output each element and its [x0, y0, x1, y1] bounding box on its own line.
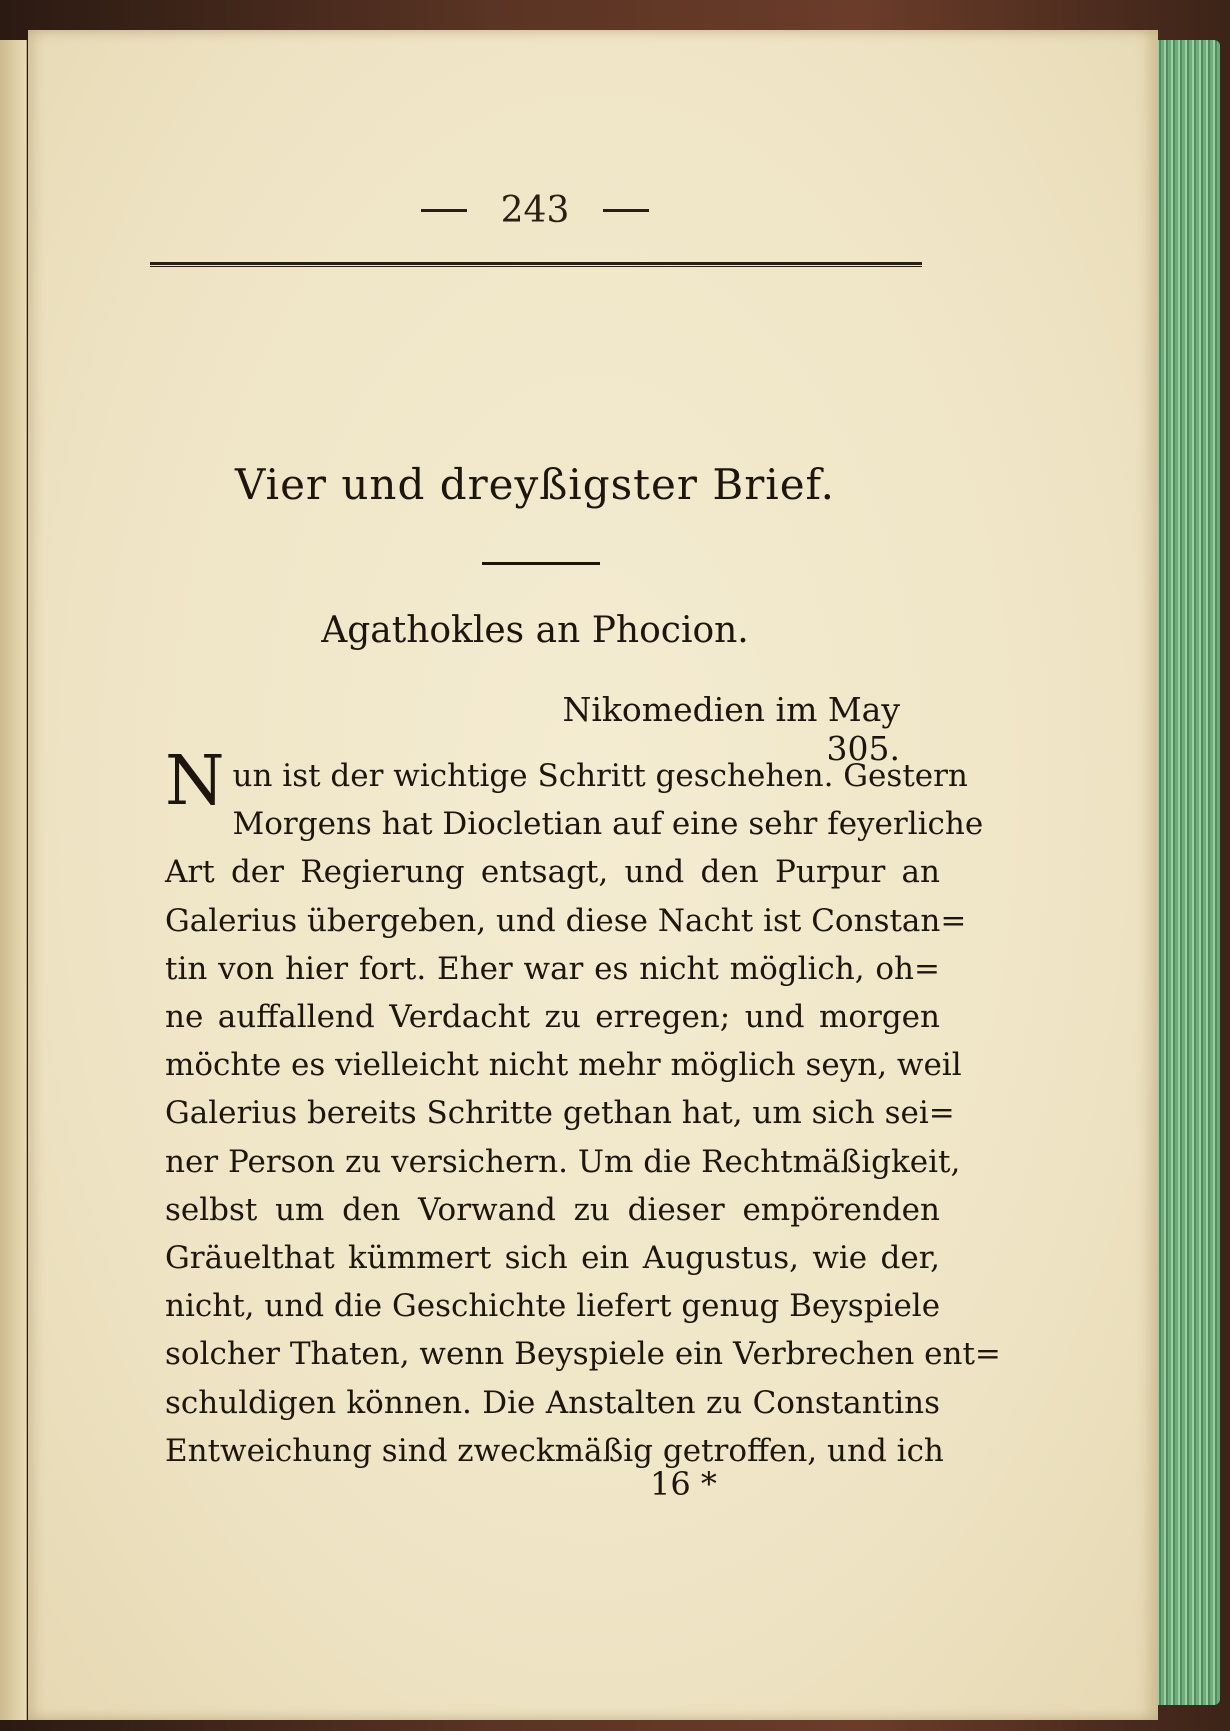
body-line: nicht, und die Geschichte liefert genug Beyspiele: [165, 1288, 941, 1325]
body-line: Galerius bereits Schritte gethan hat, um sich sei=: [165, 1095, 955, 1132]
header-right-dash: [603, 209, 649, 212]
body-line: tin von hier fort. Eher war es nicht möglich, oh=: [165, 950, 940, 987]
left-page-edge: [0, 40, 27, 1720]
letter-salutation: Agathokles an Phocion.: [321, 610, 749, 651]
letter-body: [165, 742, 1001, 1475]
body-line: ne auffallend Verdacht zu erregen; und morgen: [165, 999, 940, 1036]
chapter-title: Vier und dreyßigster Brief.: [235, 460, 835, 509]
body-line: Entweichung sind zweckmäßig getroffen, und ich: [165, 1432, 944, 1469]
page-number: 243: [500, 189, 570, 231]
drop-cap: N: [165, 742, 225, 821]
body-line: selbst um den Vorwand zu dieser empörenden: [165, 1191, 940, 1228]
body-line: Gräuelthat kümmert sich ein Augustus, wie der,: [165, 1240, 940, 1277]
title-divider: [482, 562, 600, 565]
header-rule: [150, 262, 922, 267]
signature-mark: 16 *: [650, 1465, 717, 1503]
body-line: möchte es vielleicht nicht mehr möglich seyn, weil: [165, 1047, 962, 1084]
body-line: schuldigen können. Die Anstalten zu Constantins: [165, 1384, 940, 1421]
body-line: Morgens hat Diocletian auf eine sehr feyerliche: [232, 806, 984, 843]
body-line: Galerius übergeben, und diese Nacht ist Constan=: [165, 902, 967, 939]
body-line: solcher Thaten, wenn Beyspiele ein Verbrechen ent=: [165, 1336, 1001, 1373]
page-header: [150, 185, 920, 235]
header-left-dash: [421, 209, 467, 212]
body-line: Art der Regierung entsagt, und den Purpur an: [165, 854, 940, 891]
body-line: ner Person zu versichern. Um die Rechtmäßigkeit,: [165, 1143, 961, 1180]
body-line: un ist der wichtige Schritt geschehen. Gestern: [232, 758, 968, 794]
letter-dateline: Nikomedien im May 305.: [562, 690, 900, 768]
